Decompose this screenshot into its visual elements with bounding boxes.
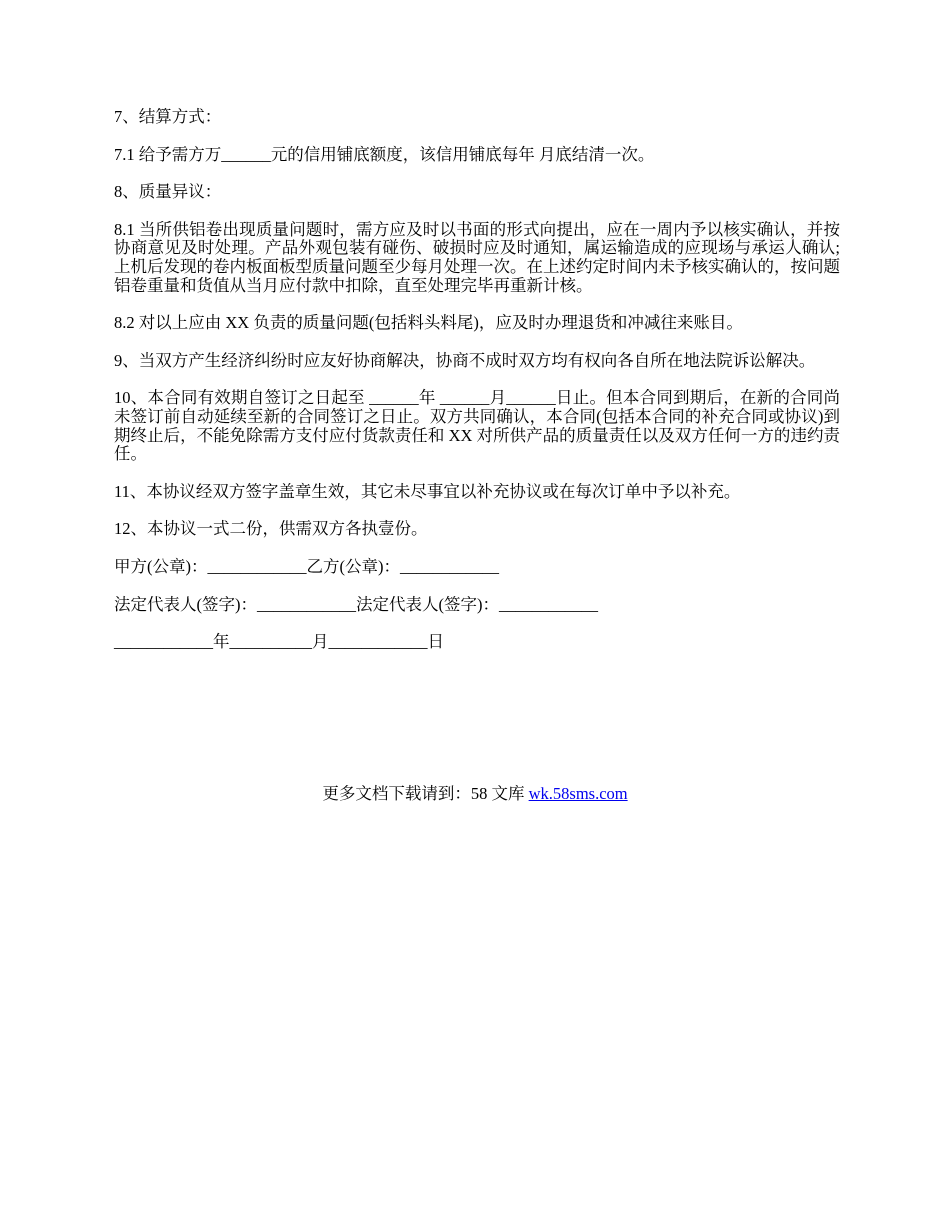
- clause-9: 9、当双方产生经济纠纷时应友好协商解决，协商不成时双方均有权向各自所在地法院诉讼解决。: [114, 350, 816, 370]
- legal-rep-signature-line: 法定代表人(签字)：____________法定代表人(签字)：____________: [114, 594, 598, 614]
- date-line: ____________年__________月____________日: [114, 632, 444, 652]
- footer-link[interactable]: wk.58sms.com: [528, 784, 628, 803]
- clause-11: 11、本协议经双方签字盖章生效，其它未尽事宜以补充协议或在每次订单中予以补充。: [114, 481, 741, 501]
- section-7-heading: 7、结算方式：: [114, 107, 222, 126]
- clause-12: 12、本协议一式二份，供需双方各执壹份。: [114, 519, 428, 539]
- party-seal-line: 甲方(公章)：____________乙方(公章)：____________: [114, 556, 499, 576]
- clause-8-1: 8.1 当所供铝卷出现质量问题时，需方应及时以书面的形式向提出，应在一周内予以核实确认，并按协商意见及时处理。产品外观包装有碰伤、破损时应及时通知，属运输造成的应现场与承运人确认;上机后发现的卷内板面板型质量问题至少每月处理一次。在上述约定时间内未予核实确认的，按问题铝卷重量和货值从当月应付款中扣除，直至处理完毕再重新计核。: [114, 219, 840, 295]
- clause-7-1: 7.1 给予需方万______元的信用铺底额度，该信用铺底每年 月底结清一次。: [114, 144, 655, 164]
- footer-text: 更多文档下载请到：58 文库: [322, 784, 529, 803]
- clause-10: 10、本合同有效期自签订之日起至 ______年 ______月______日止。但本合同到期后，在新的合同尚未签订前自动延续至新的合同签订之日止。双方共同确认，本合同(包括本合同的补充合同或协议)到期终止后，不能免除需方支付应付货款责任和 XX 对所供产品的质量责任以及双方任何一方的违约责任。: [114, 388, 840, 464]
- clause-8-2: 8.2 对以上应由 XX 负责的质量问题(包括料头料尾)，应及时办理退货和冲减往来账目。: [114, 313, 743, 333]
- document-body: [114, 108, 840, 671]
- footer: [0, 784, 950, 804]
- section-8-heading: 8、质量异议：: [114, 182, 222, 202]
